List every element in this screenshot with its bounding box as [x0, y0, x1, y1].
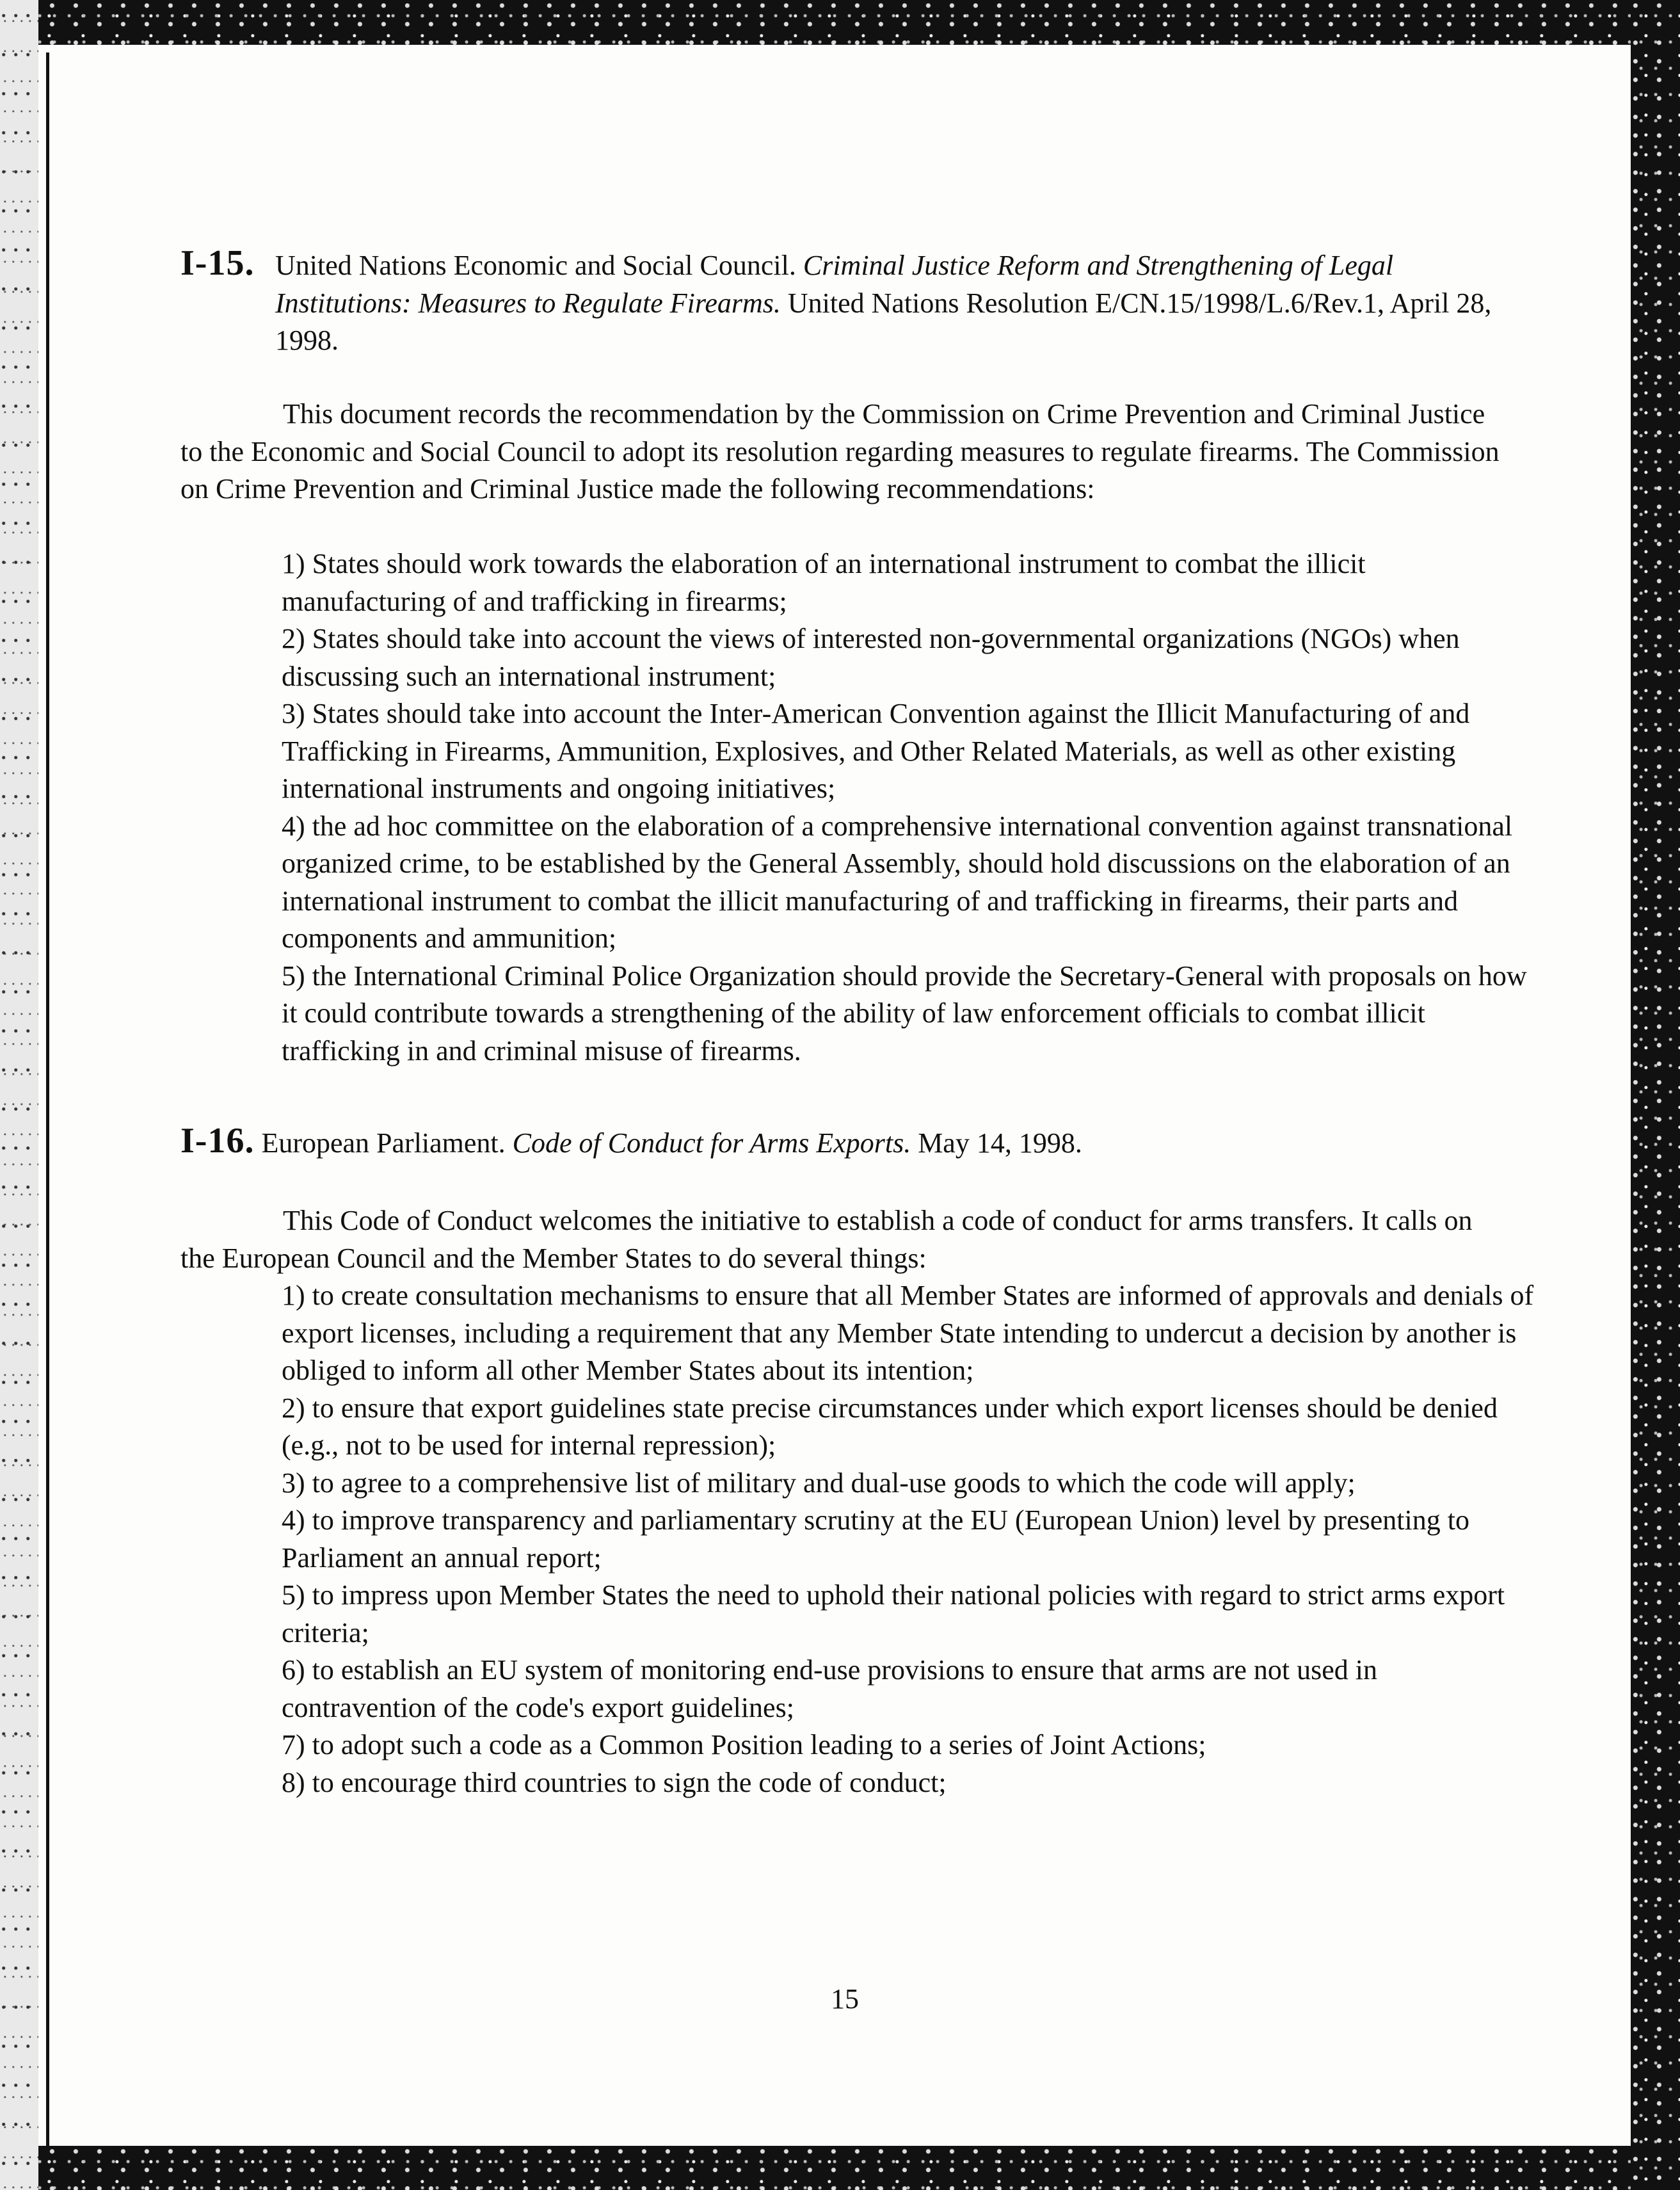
list-item: 3) to agree to a comprehensive list of military and dual-use goods to which the code will apply; [282, 1467, 1356, 1499]
page-number: 15 [831, 1983, 859, 2015]
list-item: 2) to ensure that export guidelines state precise circumstances under which export licenses should be denied (e.g., not to be used for internal repression); [282, 1392, 1498, 1461]
citation-tail: May 14, 1998. [918, 1127, 1082, 1159]
list-item: 5) the International Criminal Police Organization should provide the Secretary-General with proposals on how it could contribute towards a strengthening of the ability of law enforcement officials to combat illicit trafficking in and criminal misuse of firearms. [282, 960, 1527, 1067]
citation-lead: European Parliament. [261, 1127, 506, 1159]
entry-i15-recommendations [282, 545, 1536, 1070]
entry-i16-actions [282, 1277, 1536, 1801]
entry-label: I-15. [180, 243, 255, 283]
list-item: 3) States should take into account the Inter-American Convention against the Illicit Manufacturing of and Trafficking in Firearms, Ammunition, Explosives, and Other Related Materials, as well as other existing international instruments and ongoing initiatives; [282, 698, 1470, 804]
list-item: 1) States should work towards the elaboration of an international instrument to combat the illicit manufacturing of and trafficking in firearms; [282, 548, 1366, 617]
scan-border-right [1631, 0, 1680, 2190]
page-content [38, 45, 1631, 2146]
citation-lead: United Nations Economic and Social Council. [275, 250, 796, 281]
list-item: 5) to impress upon Member States the need to uphold their national policies with regard to strict arms export criteria; [282, 1579, 1505, 1648]
citation-tail: United Nations Resolution E/CN.15/1998/L.6/Rev.1, April 28, 1998. [275, 287, 1492, 356]
document-page [38, 45, 1631, 2146]
entry-i15-citation [180, 245, 1512, 360]
list-item: 6) to establish an EU system of monitoring end-use provisions to ensure that arms are not used in contravention of the code's export guidelines; [282, 1654, 1378, 1723]
entry-label: I-16. [180, 1121, 255, 1161]
list-item: 4) to improve transparency and parliamentary scrutiny at the EU (European Union) level by presenting to Parliament an annual report; [282, 1504, 1469, 1574]
list-item: 8) to encourage third countries to sign the code of conduct; [282, 1766, 947, 1798]
list-item: 1) to create consultation mechanisms to ensure that all Member States are informed of approvals and denials of export licenses, including a requirement that any Member State intending to undercut a decision by another is obliged to inform all other Member States about its intention; [282, 1280, 1534, 1386]
list-item: 7) to adopt such a code as a Common Position leading to a series of Joint Actions; [282, 1729, 1206, 1760]
page-margin-rule [46, 52, 49, 2146]
scan-border-left [0, 0, 38, 2190]
scan-border-top [0, 0, 1680, 45]
scan-border-bottom [0, 2146, 1680, 2190]
list-item: 4) the ad hoc committee on the elaboration of a comprehensive international convention against transnational organized crime, to be established by the General Assembly, should hold discussions on the elaboration of an international instrument to combat the illicit manufacturing of and trafficking in firearms, their parts and components and ammunition; [282, 810, 1513, 954]
entry-i16-citation [180, 1122, 1512, 1163]
citation-title: Code of Conduct for Arms Exports. [512, 1127, 911, 1159]
citation-text [180, 247, 1512, 360]
entry-i15-summary: This document records the recommendation by the Commission on Crime Prevention and Criminal Justice to the Economic and Social Council to adopt its resolution regarding measures to regulate firearms. The Commission on Crime Prevention and Criminal Justice made the following recommendations: [180, 398, 1500, 504]
list-item: 2) States should take into account the views of interested non-governmental organizations (NGOs) when discussing such an international instrument; [282, 623, 1460, 692]
entry-i16-summary: This Code of Conduct welcomes the initiative to establish a code of conduct for arms transfers. It calls on the European Council and the Member States to do several things: [180, 1205, 1473, 1274]
citation-title: Criminal Justice Reform and Strengthening of Legal Institutions: Measures to Regulate Firearms. [275, 250, 1394, 319]
